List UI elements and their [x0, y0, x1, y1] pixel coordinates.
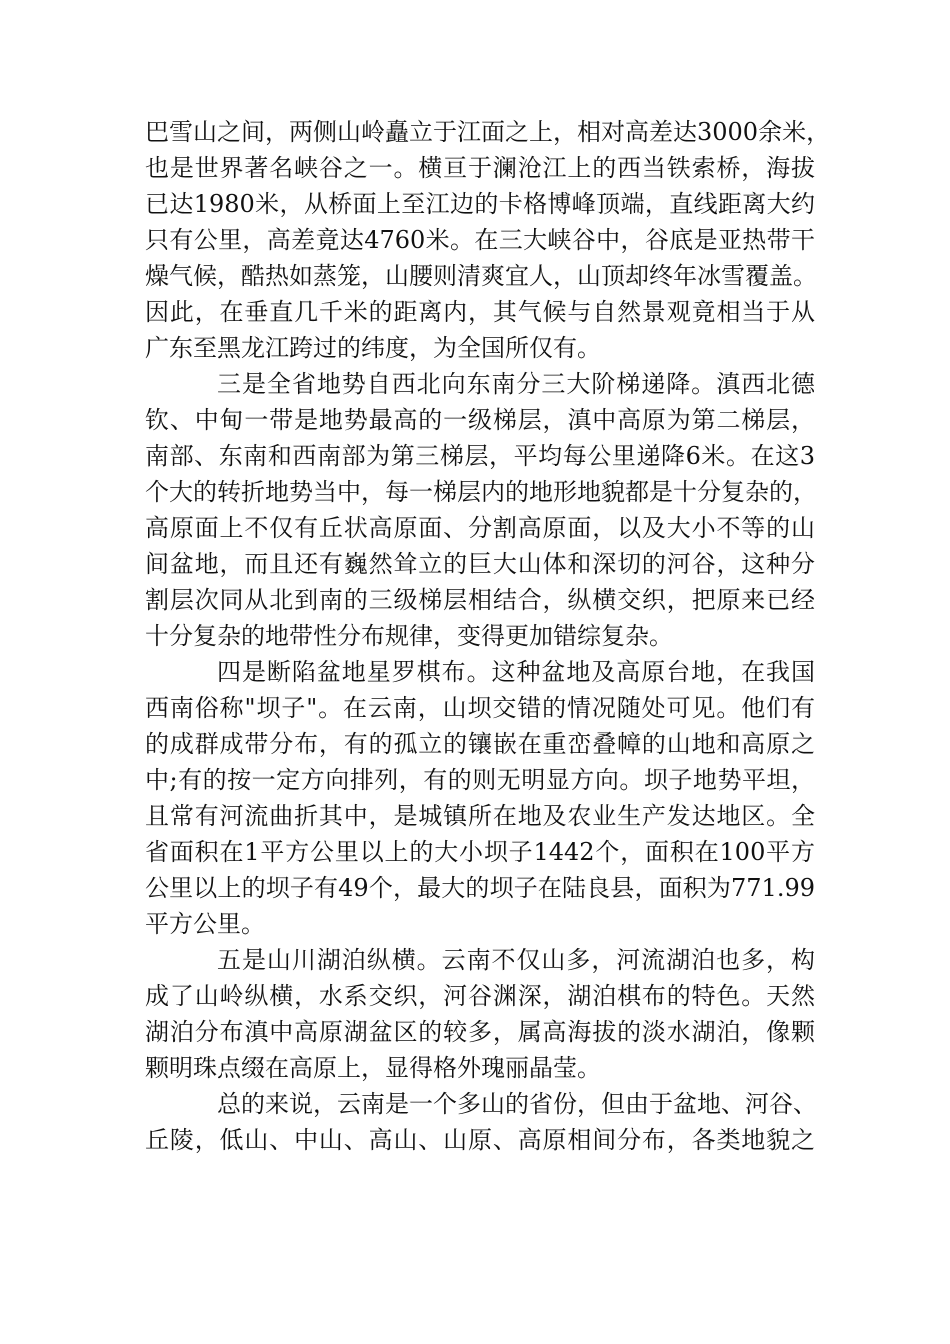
text-line: 南部、东南和西南部为第三梯层，平均每公里递降6米。在这3 — [145, 442, 815, 470]
text-line: 已达1980米，从桥面上至江边的卡格博峰顶端，直线距离大约 — [145, 190, 815, 218]
paragraph-start-line: 三是全省地势自西北向东南分三大阶梯递降。滇西北德 — [217, 370, 815, 398]
text-line: 丘陵，低山、中山、高山、山原、高原相间分布，各类地貌之 — [145, 1126, 815, 1154]
text-line: 个大的转折地势当中，每一梯层内的地形地貌都是十分复杂的， — [145, 478, 817, 506]
text-line: 湖泊分布滇中高原湖盆区的较多，属高海拔的淡水湖泊，像颗 — [145, 1018, 815, 1046]
text-line: 也是世界著名峡谷之一。横亘于澜沧江上的西当铁索桥，海拔 — [145, 154, 815, 182]
text-line: 西南俗称"坝子"。在云南，山坝交错的情况随处可见。他们有 — [145, 694, 815, 722]
text-line: 中;有的按一定方向排列，有的则无明显方向。坝子地势平坦， — [145, 766, 815, 794]
text-line: 成了山岭纵横，水系交织，河谷渊深，湖泊棋布的特色。天然 — [145, 982, 815, 1010]
text-line: 钦、中甸一带是地势最高的一级梯层，滇中高原为第二梯层， — [145, 406, 815, 434]
text-line: 省面积在1平方公里以上的大小坝子1442个，面积在100平方 — [145, 838, 815, 866]
paragraph-start-line: 总的来说，云南是一个多山的省份，但由于盆地、河谷、 — [217, 1090, 817, 1118]
paragraph-start-line: 四是断陷盆地星罗棋布。这种盆地及高原台地，在我国 — [217, 658, 815, 686]
text-line: 只有公里，高差竟达4760米。在三大峡谷中，谷底是亚热带干 — [145, 226, 815, 254]
text-line: 广东至黑龙江跨过的纬度，为全国所仅有。 — [145, 334, 601, 362]
text-line: 因此，在垂直几千米的距离内，其气候与自然景观竟相当于从 — [145, 298, 815, 326]
text-line: 燥气候，酷热如蒸笼，山腰则清爽宜人，山顶却终年冰雪覆盖。 — [145, 262, 817, 290]
text-line: 的成群成带分布，有的孤立的镶嵌在重峦叠幛的山地和高原之 — [145, 730, 815, 758]
text-line: 高原面上不仅有丘状高原面、分割高原面，以及大小不等的山 — [145, 514, 815, 542]
text-line: 平方公里。 — [145, 910, 265, 938]
document-body — [145, 114, 831, 1158]
text-line: 公里以上的坝子有49个，最大的坝子在陆良县，面积为771.99 — [145, 874, 815, 902]
text-line: 割层次同从北到南的三级梯层相结合，纵横交织，把原来已经 — [145, 586, 815, 614]
paragraph-start-line: 五是山川湖泊纵横。云南不仅山多，河流湖泊也多，构 — [217, 946, 815, 974]
text-line: 间盆地，而且还有巍然耸立的巨大山体和深切的河谷，这种分 — [145, 550, 815, 578]
text-line: 颗明珠点缀在高原上，显得格外瑰丽晶莹。 — [145, 1054, 601, 1082]
text-line: 巴雪山之间，两侧山岭矗立于江面之上，相对高差达3000余米， — [145, 118, 831, 146]
text-line: 且常有河流曲折其中，是城镇所在地及农业生产发达地区。全 — [145, 802, 815, 830]
text-line: 十分复杂的地带性分布规律，变得更加错综复杂。 — [145, 622, 673, 650]
